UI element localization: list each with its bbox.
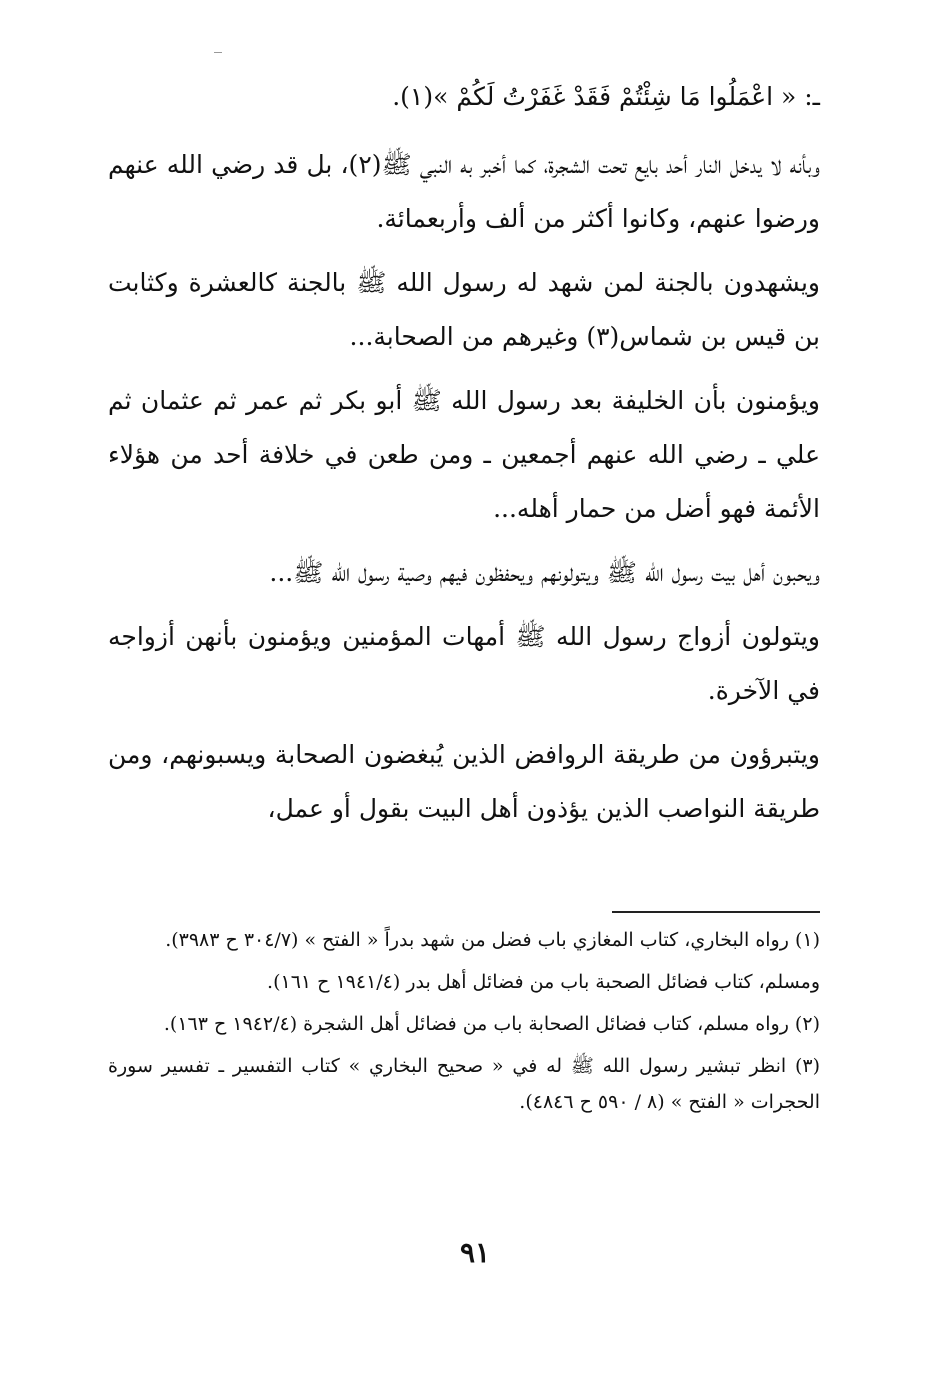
paragraph-4: ويؤمنون بأن الخليفة بعد رسول الله ﷺ أبو بكر ثم عمر ثم عثمان ثم علي ـ رضي الله عنهم أجمعين ـ ومن طعن في خلافة أحد من هؤلاء الأئمة فهو أضل من حمار أهله... <box>108 386 820 523</box>
scan-mark <box>214 52 222 53</box>
page-number: ٩١ <box>459 1236 491 1269</box>
paragraph-6: ويتولون أزواج رسول الله ﷺ أمهات المؤمنين ويؤمنون بأنهن أزواجه في الآخرة. <box>108 622 820 705</box>
paragraph-1: ـ: « اعْمَلُوا مَا شِئْتُمْ فَقَدْ غَفَرْتُ لَكُمْ »(١). <box>392 82 820 111</box>
footnotes <box>108 922 820 1126</box>
footnote-1: (١) رواه البخاري، كتاب المغازي باب فضل من شهد بدراً « الفتح » (٣٠٤/٧ ح ٣٩٨٣). <box>165 929 820 951</box>
paragraph-5: ويحبون أهل بيت رسول الله ﷺ ويتولونهم ويحفظون فيهم وصية رسول الله ﷺ... <box>269 558 820 587</box>
paragraph-3: ويشهدون بالجنة لمن شهد له رسول الله ﷺ بالجنة كالعشرة وكثابت بن قيس بن شماس(٣) وغيرهم من الصحابة... <box>108 268 820 351</box>
paragraph-7: ويتبرؤون من طريقة الروافض الذين يُبغضون الصحابة ويسبونهم، ومن طريقة النواصب الذين يؤذون أهل البيت بقول أو عمل، <box>108 740 820 823</box>
footnote-1-continued: ومسلم، كتاب فضائل الصحبة باب من فضائل أهل بدر (١٩٤١/٤ ح ١٦١). <box>267 971 820 993</box>
paragraph-2: وبأنه لا يدخل النار أحد بايع تحت الشجرة، كما أخبر به النبي ﷺ(٢)، بل قد رضي الله عنهم ورضوا عنهم، وكانوا أكثر من ألف وأربعمائة. <box>108 150 821 233</box>
footnote-3: (٣) انظر تبشير رسول الله ﷺ له في « صحيح البخاري » كتاب التفسير ـ تفسير سورة الحجرات « الفتح » (٨ / ٥٩٠ ح ٤٨٤٦). <box>108 1055 820 1113</box>
footnote-divider <box>612 911 820 913</box>
footnote-2: (٢) رواه مسلم، كتاب فضائل الصحابة باب من فضائل أهل الشجرة (١٩٤٢/٤ ح ١٦٣). <box>163 1013 820 1035</box>
main-text <box>108 70 820 846</box>
